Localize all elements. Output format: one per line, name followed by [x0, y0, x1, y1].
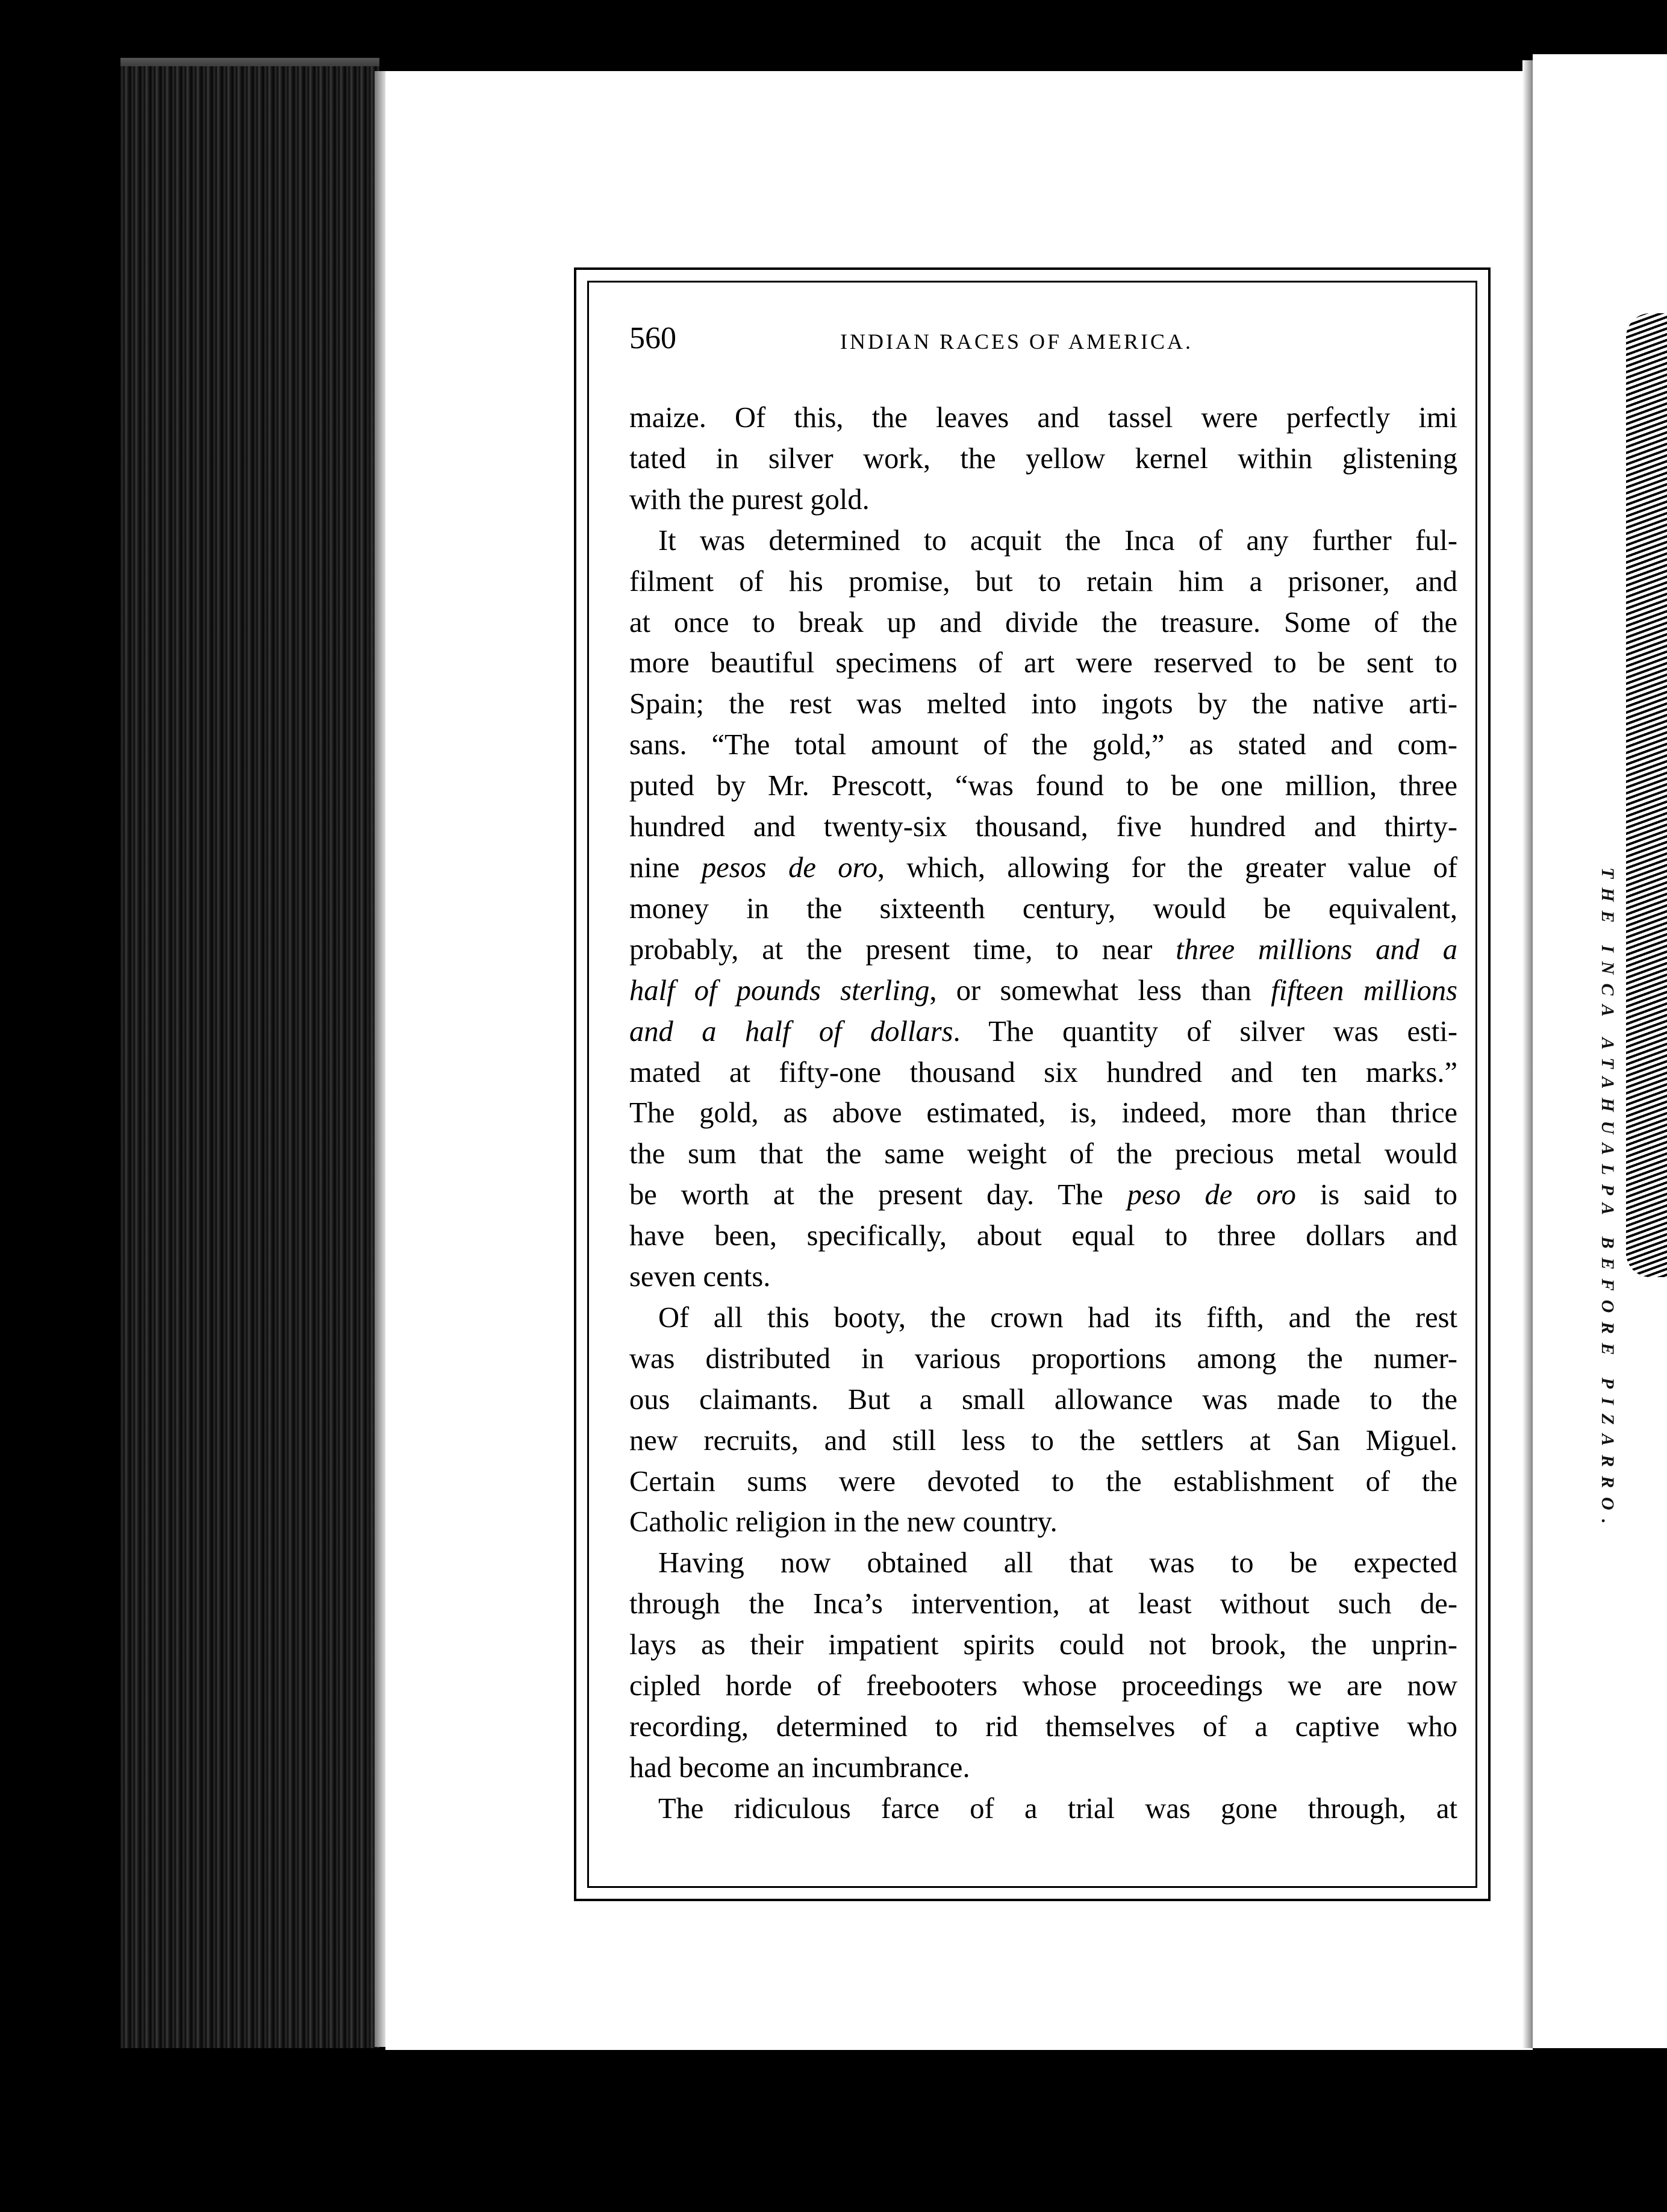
text-segment: be worth at the present day. The — [629, 1179, 1127, 1211]
text-line: maize. Of this, the leaves and tassel were perfectly imi — [629, 402, 1457, 434]
text-line: lays as their impatient spirits could not brook, the unprin- — [629, 1629, 1457, 1661]
text-line: It was determined to acquit the Inca of any further ful- — [658, 524, 1457, 557]
text-line: have been, specifically, about equal to three dollars and — [629, 1220, 1457, 1252]
text-line: Having now obtained all that was to be expected — [658, 1547, 1457, 1579]
text-line — [629, 1011, 1457, 1052]
text-line: hundred and twenty-six thousand, five hundred and thirty- — [629, 811, 1457, 843]
text-line: the sum that the same weight of the precious metal would — [629, 1138, 1457, 1170]
text-line: through the Inca’s intervention, at least without such de- — [629, 1588, 1457, 1620]
text-line: Certain sums were devoted to the establishment of the — [629, 1465, 1457, 1498]
text-line — [629, 970, 1457, 1011]
engraving-illustration — [1626, 313, 1667, 1277]
text-segment: , which, allowing for the greater value of — [877, 851, 1457, 884]
text-line: filment of his promise, but to retain him a prisoner, and — [629, 565, 1457, 598]
italic-phrase: three millions and a — [1176, 933, 1457, 966]
text-line: seven cents. — [629, 1261, 771, 1293]
italic-phrase: fifteen millions — [1271, 974, 1458, 1007]
page-gutter — [375, 71, 385, 2047]
text-line: new recruits, and still less to the settlers at San Miguel. — [629, 1424, 1457, 1457]
text-line: with the purest gold. — [629, 483, 870, 516]
text-line: had become an incumbrance. — [629, 1751, 970, 1784]
text-line: tated in silver work, the yellow kernel within glistening — [629, 442, 1457, 475]
text-line — [629, 1175, 1457, 1216]
text-line: money in the sixteenth century, would be equivalent, — [629, 892, 1457, 925]
running-head: INDIAN RACES OF AMERICA. — [840, 330, 1194, 354]
text-line: Catholic religion in the new country. — [629, 1506, 1058, 1539]
text-line — [629, 929, 1457, 970]
text-line: Spain; the rest was melted into ingots by the native arti- — [629, 688, 1457, 720]
text-segment: is said to — [1295, 1179, 1457, 1211]
text-segment: , or somewhat less than — [929, 974, 1271, 1007]
text-segment: probably, at the present time, to near — [629, 933, 1176, 966]
text-line: puted by Mr. Prescott, “was found to be one million, three — [629, 770, 1457, 802]
italic-phrase: peso de oro — [1127, 1179, 1296, 1211]
text-line: Of all this booty, the crown had its fifth, and the rest — [658, 1301, 1457, 1334]
body-text — [629, 398, 1457, 1829]
text-segment: nine — [629, 851, 702, 884]
text-line: at once to break up and divide the treasure. Some of the — [629, 606, 1457, 639]
page-header — [629, 320, 1454, 357]
plate-caption: THE INCA ATAHUALPA BEFORE PIZARRO. — [1598, 867, 1618, 1533]
italic-phrase: half of pounds sterling — [629, 974, 930, 1007]
text-line: sans. “The total amount of the gold,” as stated and com- — [629, 729, 1457, 761]
text-line: was distributed in various proportions among the numer- — [629, 1342, 1457, 1375]
text-line: more beautiful specimens of art were reserved to be sent to — [629, 647, 1457, 680]
text-line: The gold, as above estimated, is, indeed, more than thrice — [629, 1097, 1457, 1129]
italic-phrase: pesos de oro — [701, 851, 877, 884]
italic-phrase: and a half of dollars — [629, 1015, 953, 1048]
text-line: The ridiculous farce of a trial was gone through, at — [658, 1792, 1457, 1825]
text-line — [629, 848, 1457, 889]
text-line: recording, determined to rid themselves of a captive who — [629, 1711, 1457, 1743]
page-number: 560 — [629, 321, 676, 355]
text-line: mated at fifty-one thousand six hundred and ten marks.” — [629, 1056, 1457, 1089]
text-line: ous claimants. But a small allowance was made to the — [629, 1383, 1457, 1416]
text-segment: . The quantity of silver was esti- — [953, 1015, 1457, 1048]
book-page-edges — [120, 66, 379, 2048]
text-line: cipled horde of freebooters whose proceedings we are now — [629, 1670, 1457, 1702]
